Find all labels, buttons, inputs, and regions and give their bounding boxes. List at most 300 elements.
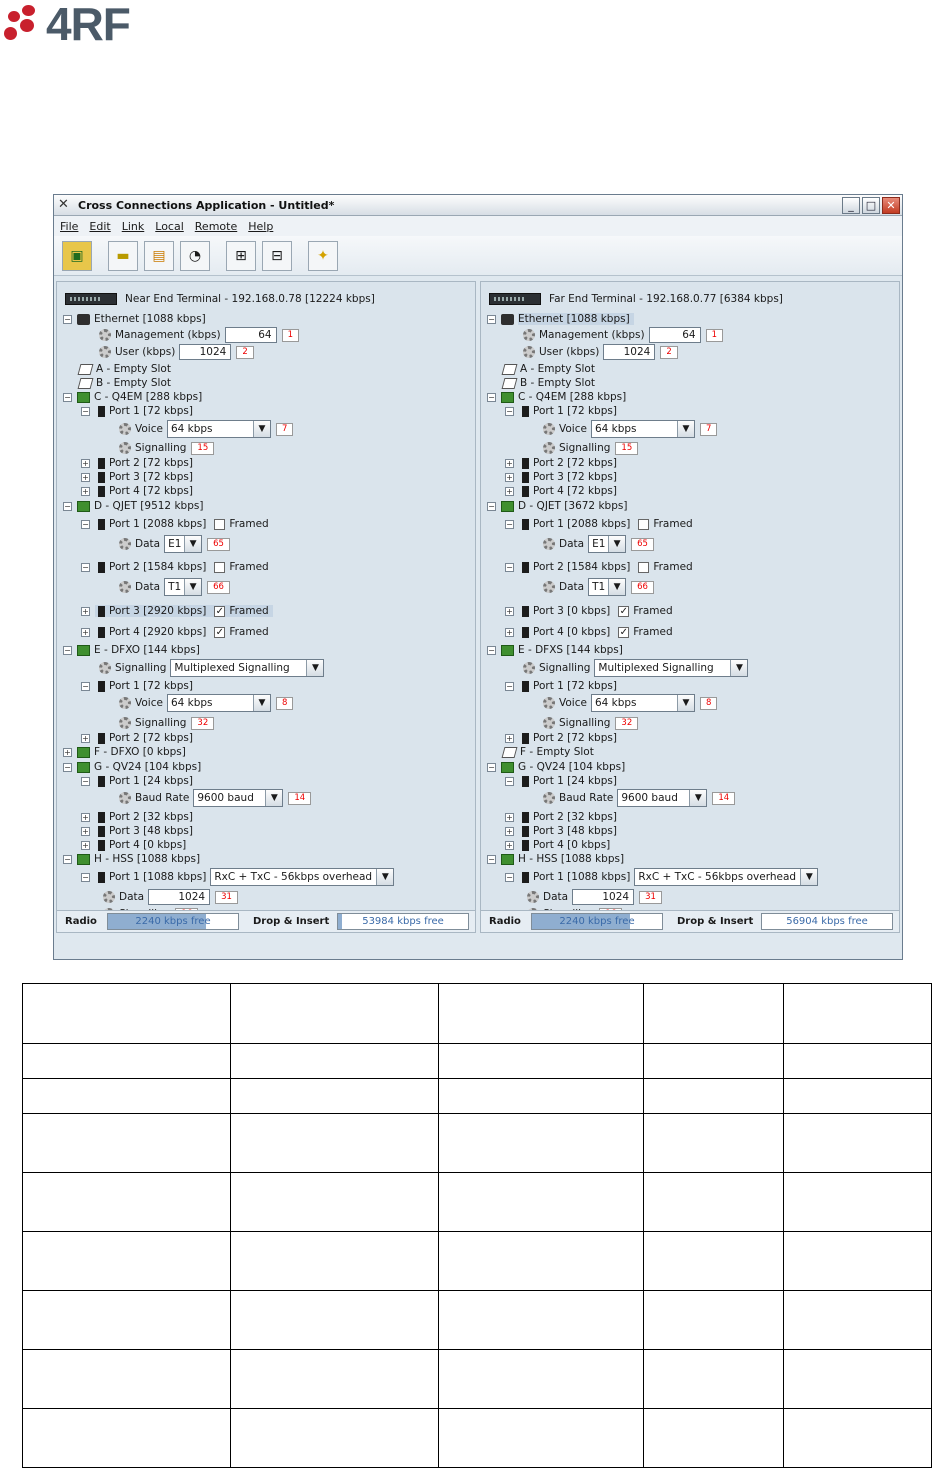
port-node[interactable]: Port 4 [72 kbps] xyxy=(109,485,193,497)
chevron-down-icon[interactable]: ▼ xyxy=(306,660,323,676)
collapse-toggle[interactable]: − xyxy=(82,519,89,529)
port-node[interactable]: Port 1 [72 kbps] xyxy=(533,405,617,417)
channel-tag: 7 xyxy=(700,423,717,436)
collapse-toggle[interactable]: − xyxy=(64,392,71,402)
expand-toggle[interactable]: + xyxy=(506,627,513,637)
empty-slot-icon xyxy=(78,378,94,389)
framed-checkbox-checked[interactable]: ✓ xyxy=(619,626,628,638)
radio-capacity-bar xyxy=(107,913,239,930)
framed-label: Framed xyxy=(229,561,269,573)
baud-rate-select-value: 9600 baud xyxy=(197,792,254,804)
port-row[interactable] xyxy=(519,605,673,617)
tree-row xyxy=(543,716,638,730)
tree-row xyxy=(119,441,214,455)
collapse-toggle[interactable]: − xyxy=(64,854,71,864)
collapse-toggle[interactable]: − xyxy=(64,501,71,511)
table-cell xyxy=(644,1044,784,1079)
collapse-toggle[interactable]: − xyxy=(506,872,513,882)
gear-icon xyxy=(543,697,555,709)
gear-icon xyxy=(543,538,555,550)
port-node[interactable]: Port 1 [1088 kbps] xyxy=(109,871,207,883)
data-label: Data xyxy=(135,538,161,550)
slot-h[interactable]: H - HSS [1088 kbps] xyxy=(94,853,201,865)
slot-e[interactable]: E - DFXS [144 kbps] xyxy=(518,644,623,656)
menu-remote[interactable]: Remote xyxy=(194,219,238,233)
port-node[interactable]: Port 1 [72 kbps] xyxy=(533,680,617,692)
tree-row xyxy=(523,345,678,359)
voice-select[interactable] xyxy=(591,420,695,438)
table-row xyxy=(23,1350,932,1409)
port-node[interactable]: Port 1 [72 kbps] xyxy=(109,405,193,417)
collapse-toggle[interactable]: − xyxy=(506,519,513,529)
tree-row xyxy=(543,696,717,710)
expand-toggle[interactable]: + xyxy=(82,733,89,743)
management-field[interactable]: 64 xyxy=(649,327,701,343)
table-cell xyxy=(644,984,784,1044)
table-cell xyxy=(23,1079,231,1114)
port-node[interactable]: Port 2 [32 kbps] xyxy=(533,811,617,823)
channel-tag: 15 xyxy=(615,442,638,455)
drop-insert-free-text: 53984 kbps free xyxy=(362,916,444,927)
framed-label: Framed xyxy=(229,605,269,617)
port-icon xyxy=(522,733,529,744)
table-cell xyxy=(23,1114,231,1173)
tree-row xyxy=(505,625,673,639)
user-label: User (kbps) xyxy=(539,346,600,358)
signalling-label: Signalling xyxy=(115,662,167,674)
collapse-toggle[interactable]: − xyxy=(488,392,495,402)
chevron-down-icon[interactable]: ▼ xyxy=(608,536,625,552)
panes xyxy=(56,281,900,933)
clock-mode-select-value: RxC + TxC - 56kbps overhead xyxy=(214,871,373,883)
terminal-icon[interactable]: ▬ xyxy=(108,241,138,271)
radio-label: Radio xyxy=(489,916,521,927)
channel-tag: 8 xyxy=(276,697,293,710)
data-select[interactable] xyxy=(588,535,626,553)
tree-row xyxy=(505,870,818,884)
gear-icon xyxy=(543,581,555,593)
tree-row xyxy=(487,852,624,866)
tree-row xyxy=(503,376,595,390)
menu-file[interactable]: File xyxy=(60,219,79,233)
data-select-value: E1 xyxy=(168,538,182,550)
save-icon[interactable]: ▣ xyxy=(62,241,92,271)
tree-row xyxy=(81,404,193,418)
tree-row xyxy=(505,679,617,693)
signalling-label: Signalling xyxy=(559,442,611,454)
expand-toggle[interactable]: + xyxy=(506,606,513,616)
collapse-toggle[interactable]: − xyxy=(488,762,495,772)
expand-toggle[interactable]: + xyxy=(82,606,89,616)
menu-bar xyxy=(54,216,902,236)
collapse-toggle[interactable]: − xyxy=(488,501,495,511)
chevron-down-icon[interactable]: ▼ xyxy=(608,579,625,595)
tree-row xyxy=(81,470,193,484)
menu-edit[interactable]: Edit xyxy=(89,219,111,233)
signalling-select[interactable] xyxy=(594,659,748,677)
tree-row xyxy=(81,604,273,618)
title-bar xyxy=(54,195,902,216)
empty-table xyxy=(22,983,932,1468)
user-field[interactable]: 1024 xyxy=(603,344,655,360)
port-icon xyxy=(98,681,105,692)
chevron-down-icon[interactable]: ▼ xyxy=(677,421,694,437)
slot-f[interactable]: F - DFXO [0 kbps] xyxy=(94,746,186,758)
tree-row xyxy=(487,643,623,657)
signalling-label: Signalling xyxy=(135,717,187,729)
channel-tag: 14 xyxy=(712,792,735,805)
expand-toggle[interactable]: + xyxy=(82,812,89,822)
clock-mode-select-value: RxC + TxC - 56kbps overhead xyxy=(638,871,797,883)
channel-tag: 31 xyxy=(215,891,238,904)
slot-b[interactable]: B - Empty Slot xyxy=(520,377,595,389)
port-node[interactable]: Port 2 [1584 kbps] xyxy=(533,561,631,573)
voice-select[interactable] xyxy=(591,694,695,712)
tree-row xyxy=(81,838,186,852)
framed-checkbox[interactable] xyxy=(214,519,225,530)
expand-toggle[interactable]: + xyxy=(506,826,513,836)
port-node[interactable]: Port 3 [48 kbps] xyxy=(533,825,617,837)
tree-row xyxy=(81,484,193,498)
framed-checkbox-checked[interactable]: ✓ xyxy=(619,605,628,617)
drop-insert-label: Drop & Insert xyxy=(253,916,330,927)
table-cell xyxy=(438,1291,644,1350)
gear-icon xyxy=(119,538,131,550)
channel-tag: 1 xyxy=(282,329,299,342)
collapse-toggle[interactable]: − xyxy=(506,681,513,691)
port-node[interactable]: Port 2 [32 kbps] xyxy=(109,811,193,823)
ethernet-icon xyxy=(501,314,514,325)
table-cell xyxy=(784,1409,932,1468)
table-row xyxy=(23,1044,932,1079)
tree-row xyxy=(505,470,617,484)
ethernet-node[interactable]: Ethernet [1088 kbps] xyxy=(94,313,206,325)
tree-row xyxy=(63,312,206,326)
card-icon xyxy=(501,645,514,656)
card-icon xyxy=(77,392,90,403)
tree-row xyxy=(99,661,324,675)
terminal-header: Near End Terminal - 192.168.0.78 [12224 kbps] xyxy=(125,293,375,305)
slot-c[interactable]: C - Q4EM [288 kbps] xyxy=(94,391,203,403)
table-cell xyxy=(23,1232,231,1291)
table-cell xyxy=(784,984,932,1044)
terminal-header: Far End Terminal - 192.168.0.77 [6384 kbps] xyxy=(549,293,783,305)
expand-toggle[interactable]: + xyxy=(506,472,513,482)
tree-row xyxy=(63,852,200,866)
collapse-toggle[interactable]: − xyxy=(488,645,495,655)
channel-tag: 31 xyxy=(639,891,662,904)
table-cell xyxy=(230,1291,438,1350)
table-cell xyxy=(438,984,644,1044)
tree-row xyxy=(119,537,230,551)
expand-toggle[interactable]: + xyxy=(82,826,89,836)
collapse-toggle[interactable]: − xyxy=(82,562,89,572)
data-rate-field[interactable]: 1024 xyxy=(148,889,210,905)
data-select-value: T1 xyxy=(592,581,606,593)
data-select[interactable] xyxy=(164,578,202,596)
table-cell xyxy=(438,1409,644,1468)
expand-toggle[interactable]: + xyxy=(506,733,513,743)
data-select[interactable] xyxy=(164,535,202,553)
collapse-toggle[interactable]: − xyxy=(488,854,495,864)
management-field[interactable]: 64 xyxy=(225,327,277,343)
collapse-toggle[interactable]: − xyxy=(82,406,89,416)
gear-icon xyxy=(119,581,131,593)
clock-mode-select[interactable] xyxy=(634,868,818,886)
table-cell xyxy=(644,1079,784,1114)
collapse-toggle[interactable]: − xyxy=(506,406,513,416)
baud-rate-select[interactable] xyxy=(617,789,707,807)
port-node[interactable]: Port 1 [2088 kbps] xyxy=(533,518,631,530)
expand-toggle[interactable]: + xyxy=(82,458,89,468)
far-end-pane xyxy=(480,281,900,933)
table-cell xyxy=(784,1291,932,1350)
port-node[interactable]: Port 4 [2920 kbps] xyxy=(109,626,207,638)
data-label: Data xyxy=(559,581,585,593)
port-icon xyxy=(522,627,529,638)
baud-rate-label: Baud Rate xyxy=(135,792,190,804)
port-node[interactable]: Port 2 [1584 kbps] xyxy=(109,561,207,573)
expand-toggle[interactable]: + xyxy=(506,458,513,468)
slot-a[interactable]: A - Empty Slot xyxy=(520,363,595,375)
port-node[interactable]: Port 4 [0 kbps] xyxy=(109,839,187,851)
port-node[interactable]: Port 2 [72 kbps] xyxy=(533,457,617,469)
data-rate-field[interactable]: 1024 xyxy=(572,889,634,905)
collapse-toggle[interactable]: − xyxy=(64,314,71,324)
signalling-label: Signalling xyxy=(559,717,611,729)
tree-row xyxy=(505,838,610,852)
gear-icon xyxy=(543,442,555,454)
tree-row xyxy=(63,390,202,404)
tree-row xyxy=(63,643,200,657)
port-icon xyxy=(522,776,529,787)
collapse-toggle[interactable]: − xyxy=(82,681,89,691)
collapse-toggle[interactable]: − xyxy=(82,872,89,882)
chevron-down-icon[interactable]: ▼ xyxy=(689,790,706,806)
channel-tag: 8 xyxy=(700,697,717,710)
baud-rate-select[interactable] xyxy=(193,789,283,807)
table-cell xyxy=(784,1173,932,1232)
table-cell xyxy=(644,1409,784,1468)
voice-label: Voice xyxy=(559,697,587,709)
data-label: Data xyxy=(559,538,585,550)
port-icon xyxy=(98,486,105,497)
minimize-button[interactable]: _ xyxy=(842,197,860,214)
port-node[interactable]: Port 2 [72 kbps] xyxy=(109,457,193,469)
gear-icon xyxy=(523,329,535,341)
maximize-button[interactable]: □ xyxy=(862,197,880,214)
tree-row xyxy=(505,810,617,824)
radio-label: Radio xyxy=(65,916,97,927)
port-node[interactable]: Port 1 [2088 kbps] xyxy=(109,518,207,530)
gear-icon xyxy=(119,717,131,729)
terminal-signal-icon[interactable]: ◔ xyxy=(180,241,210,271)
port-node[interactable]: Port 3 [0 kbps] xyxy=(533,605,611,617)
slot-h[interactable]: H - HSS [1088 kbps] xyxy=(518,853,625,865)
clock-mode-select[interactable] xyxy=(210,868,394,886)
expand-toggle[interactable]: + xyxy=(82,840,89,850)
slot-c[interactable]: C - Q4EM [288 kbps] xyxy=(518,391,627,403)
tree-row xyxy=(79,362,171,376)
channel-tag: 7 xyxy=(276,423,293,436)
near-end-pane xyxy=(56,281,476,933)
port-node[interactable]: Port 2 [72 kbps] xyxy=(533,732,617,744)
card-icon xyxy=(501,501,514,512)
data-select-value: E1 xyxy=(592,538,606,550)
framed-checkbox-checked[interactable]: ✓ xyxy=(215,626,224,638)
table-cell xyxy=(438,1232,644,1291)
port-row[interactable] xyxy=(95,605,273,617)
port-icon xyxy=(522,458,529,469)
port-icon xyxy=(98,776,105,787)
tree-row xyxy=(543,791,735,805)
slot-a[interactable]: A - Empty Slot xyxy=(96,363,171,375)
chevron-down-icon[interactable]: ▼ xyxy=(265,790,282,806)
channel-tag: 66 xyxy=(207,581,230,594)
slot-e[interactable]: E - DFXO [144 kbps] xyxy=(94,644,200,656)
tree-row xyxy=(505,774,617,788)
drop-insert-capacity-bar xyxy=(337,913,469,930)
port-node[interactable]: Port 4 [0 kbps] xyxy=(533,626,611,638)
tree-row xyxy=(81,456,193,470)
port-icon xyxy=(98,562,105,573)
framed-label: Framed xyxy=(229,626,269,638)
chevron-down-icon[interactable]: ▼ xyxy=(184,579,201,595)
port-node[interactable]: Port 3 [2920 kbps] xyxy=(109,605,207,617)
table-cell xyxy=(438,1350,644,1409)
port-icon xyxy=(98,606,105,617)
tree-row xyxy=(489,292,783,306)
table-cell xyxy=(23,1409,231,1468)
logo-dots-icon xyxy=(0,1,42,47)
framed-checkbox-checked[interactable]: ✓ xyxy=(215,605,224,617)
port-node[interactable]: Port 2 [72 kbps] xyxy=(109,732,193,744)
tree-row xyxy=(543,422,717,436)
tree-row xyxy=(119,696,293,710)
port-node[interactable]: Port 3 [72 kbps] xyxy=(109,471,193,483)
collapse-toggle[interactable]: − xyxy=(488,314,495,324)
tree-row xyxy=(81,870,394,884)
tree-row xyxy=(505,731,617,745)
radio-capacity-bar xyxy=(531,913,663,930)
user-field[interactable]: 1024 xyxy=(179,344,231,360)
port-node[interactable]: Port 4 [72 kbps] xyxy=(533,485,617,497)
port-node[interactable]: Port 1 [24 kbps] xyxy=(109,775,193,787)
tree-row xyxy=(63,745,186,759)
wizard-wand-icon[interactable]: ✦ xyxy=(308,241,338,271)
signalling-label: Signalling xyxy=(135,442,187,454)
table-cell xyxy=(438,1173,644,1232)
port-icon xyxy=(522,606,529,617)
framed-checkbox[interactable] xyxy=(214,562,225,573)
port-node[interactable]: Port 3 [72 kbps] xyxy=(533,471,617,483)
port-icon xyxy=(522,826,529,837)
tree-row xyxy=(63,760,201,774)
framed-checkbox[interactable] xyxy=(638,562,649,573)
chevron-down-icon[interactable]: ▼ xyxy=(184,536,201,552)
gear-icon xyxy=(99,329,111,341)
expand-toggle[interactable]: + xyxy=(506,840,513,850)
menu-help[interactable]: Help xyxy=(248,219,274,233)
framed-label: Framed xyxy=(653,518,693,530)
data-select-value: T1 xyxy=(168,581,182,593)
close-button[interactable]: ✕ xyxy=(882,197,900,214)
collapse-toggle[interactable]: − xyxy=(82,776,89,786)
ethernet-node[interactable]: Ethernet [1088 kbps] xyxy=(518,313,634,325)
voice-select[interactable] xyxy=(167,420,271,438)
card-icon xyxy=(501,392,514,403)
port-node[interactable]: Port 3 [48 kbps] xyxy=(109,825,193,837)
voice-select[interactable] xyxy=(167,694,271,712)
expand-toggle[interactable]: + xyxy=(64,747,71,757)
collapse-toggle[interactable]: − xyxy=(506,562,513,572)
collapse-all-icon[interactable]: ⊟ xyxy=(262,241,292,271)
port-node[interactable]: Port 1 [1088 kbps] xyxy=(533,871,631,883)
tree-row xyxy=(505,456,617,470)
framed-checkbox[interactable] xyxy=(638,519,649,530)
empty-slot-icon xyxy=(502,747,518,758)
slot-d[interactable]: D - QJET [9512 kbps] xyxy=(94,500,204,512)
collapse-toggle[interactable]: − xyxy=(506,776,513,786)
chevron-down-icon[interactable]: ▼ xyxy=(677,695,694,711)
expand-toggle[interactable]: + xyxy=(506,812,513,822)
table-row xyxy=(23,984,932,1044)
gear-icon xyxy=(119,792,131,804)
chevron-down-icon[interactable]: ▼ xyxy=(376,869,393,885)
tree-row xyxy=(543,537,654,551)
port-node[interactable]: Port 1 [72 kbps] xyxy=(109,680,193,692)
expand-all-icon[interactable]: ⊞ xyxy=(226,241,256,271)
data-select[interactable] xyxy=(588,578,626,596)
chevron-down-icon[interactable]: ▼ xyxy=(730,660,747,676)
tree-row xyxy=(505,824,617,838)
slot-d[interactable]: D - QJET [3672 kbps] xyxy=(518,500,628,512)
tree-row xyxy=(99,345,254,359)
slot-g[interactable]: G - QV24 [104 kbps] xyxy=(94,761,202,773)
chevron-down-icon[interactable]: ▼ xyxy=(800,869,817,885)
card-icon xyxy=(77,645,90,656)
menu-local[interactable]: Local xyxy=(155,219,184,233)
port-icon xyxy=(98,519,105,530)
port-node[interactable]: Port 1 [24 kbps] xyxy=(533,775,617,787)
tree-row xyxy=(81,731,193,745)
port-node[interactable]: Port 4 [0 kbps] xyxy=(533,839,611,851)
chevron-down-icon[interactable]: ▼ xyxy=(253,695,270,711)
empty-slot-icon xyxy=(502,364,518,375)
tree-row xyxy=(65,292,375,306)
channel-tag: 32 xyxy=(615,717,638,730)
expand-toggle[interactable]: + xyxy=(82,472,89,482)
card-icon xyxy=(77,854,90,865)
slot-g[interactable]: G - QV24 [104 kbps] xyxy=(518,761,626,773)
menu-link[interactable]: Link xyxy=(121,219,145,233)
collapse-toggle[interactable]: − xyxy=(64,645,71,655)
card-icon xyxy=(77,501,90,512)
table-cell xyxy=(784,1079,932,1114)
slot-b[interactable]: B - Empty Slot xyxy=(96,377,171,389)
signalling-select[interactable] xyxy=(170,659,324,677)
collapse-toggle[interactable]: − xyxy=(64,762,71,772)
empty-slot-icon xyxy=(78,364,94,375)
expand-toggle[interactable]: + xyxy=(82,486,89,496)
card-icon xyxy=(77,747,90,758)
expand-toggle[interactable]: + xyxy=(82,627,89,637)
slot-f[interactable]: F - Empty Slot xyxy=(520,746,594,758)
voice-select-value: 64 kbps xyxy=(594,697,637,709)
expand-toggle[interactable]: + xyxy=(506,486,513,496)
chevron-down-icon[interactable]: ▼ xyxy=(253,421,270,437)
terminal-save-icon[interactable]: ▤ xyxy=(144,241,174,271)
